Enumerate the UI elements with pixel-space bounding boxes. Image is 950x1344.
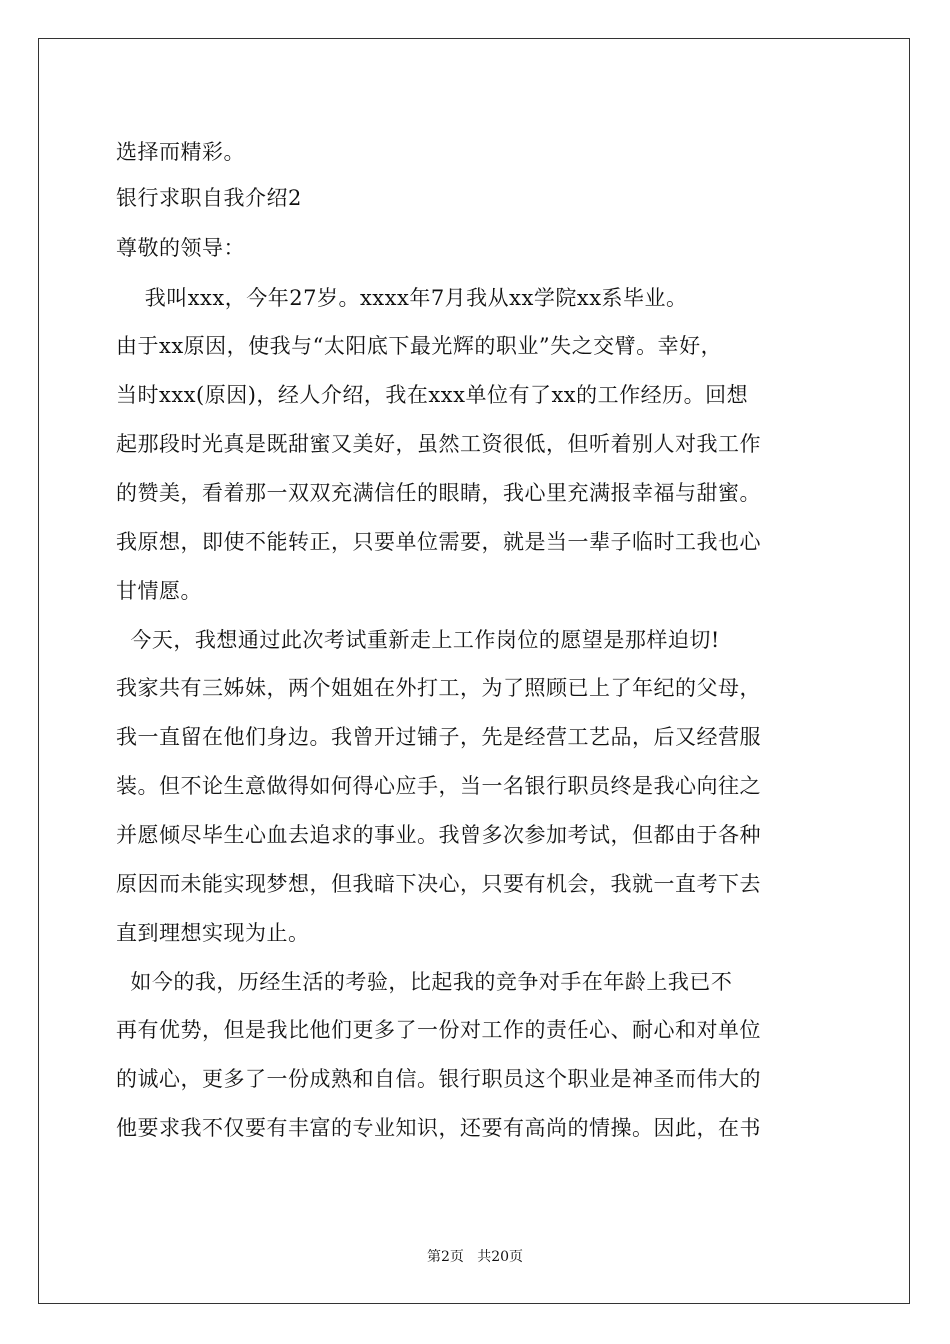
text-line: 的赞美，看着那一双双充满信任的眼睛，我心里充满报幸福与甜蜜。 [116,481,761,505]
text-line: 我一直留在他们身边。我曾开过铺子，先是经营工艺品，后又经营服 [116,725,761,749]
section-heading: 银行求职自我介绍2 [116,186,302,210]
text-line: 原因而未能实现梦想，但我暗下决心，只要有机会，我就一直考下去 [116,872,761,896]
text-line: 再有优势，但是我比他们更多了一份对工作的责任心、耐心和对单位 [116,1018,761,1042]
text-line: 并愿倾尽毕生心血去追求的事业。我曾多次参加考试，但都由于各种 [116,823,761,847]
text-line: 当时xxx(原因)，经人介绍，我在xxx单位有了xx的工作经历。回想 [116,383,749,407]
text-line: 我家共有三姊妹，两个姐姐在外打工，为了照顾已上了年纪的父母， [116,676,761,700]
text-line: 的诚心，更多了一份成熟和自信。银行职员这个职业是神圣而伟大的 [116,1067,761,1091]
page-border [38,38,910,1304]
text-line: 如今的我，历经生活的考验，比起我的竞争对手在年龄上我已不 [116,970,733,994]
text-line: 直到理想实现为止。 [116,921,310,945]
text-line: 装。但不论生意做得如何得心应手，当一名银行职员终是我心向往之 [116,774,761,798]
text-line: 选择而精彩。 [116,140,245,164]
text-line: 起那段时光真是既甜蜜又美好，虽然工资很低，但听着别人对我工作 [116,432,761,456]
page-number: 第2页 共20页 [426,1249,524,1265]
text-line: 他要求我不仅要有丰富的专业知识，还要有高尚的情操。因此，在书 [116,1116,761,1140]
text-line: 我叫xxx，今年27岁。xxxx年7月我从xx学院xx系毕业。 [116,286,688,310]
text-line: 甘情愿。 [116,579,202,603]
text-line: 由于xx原因，使我与“太阳底下最光辉的职业”失之交臂。幸好， [116,334,723,358]
text-line: 今天，我想通过此次考试重新走上工作岗位的愿望是那样迫切! [116,628,720,652]
salutation: 尊敬的领导： [116,236,245,260]
text-line: 我原想，即使不能转正，只要单位需要，就是当一辈子临时工我也心 [116,530,761,554]
